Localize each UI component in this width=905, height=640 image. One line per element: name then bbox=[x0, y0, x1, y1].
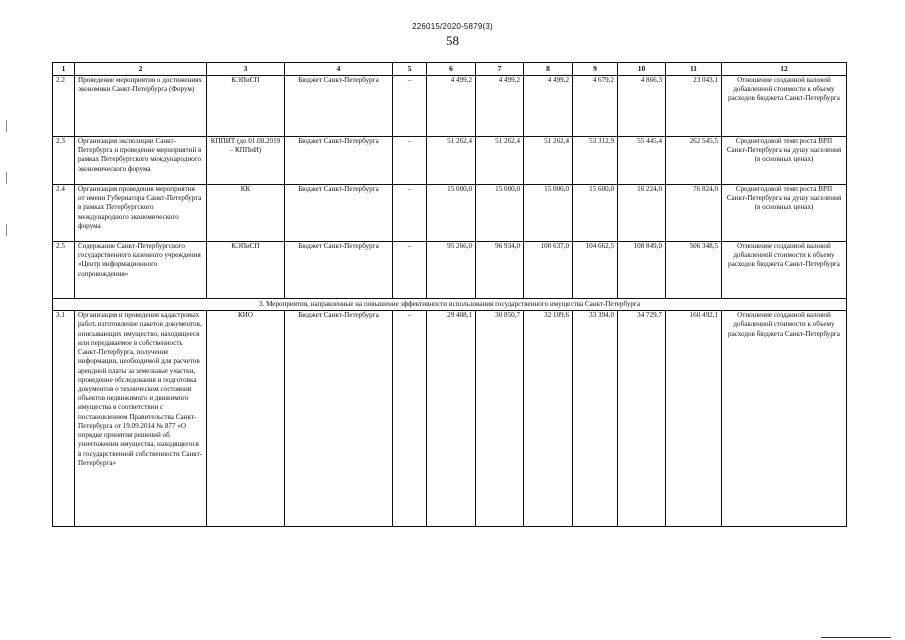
activity-name: Проведение мероприятия о достижениях экономики Санкт-Петербурга (Форум) bbox=[75, 76, 207, 137]
column-5-value: – bbox=[393, 137, 427, 185]
executor: КЭПиСП bbox=[207, 76, 285, 137]
amount-col-7: 96 934,0 bbox=[476, 242, 524, 299]
column-header: 8 bbox=[524, 63, 573, 76]
column-number-header-row bbox=[53, 63, 847, 76]
amount-col-8: 100 637,0 bbox=[524, 242, 573, 299]
funding-source: Бюджет Санкт-Петербурга bbox=[285, 76, 393, 137]
activity-name: Организация и проведение кадастровых работ, изготовление пакетов документов, описывающих имущество, находящееся или передаваемое в собственность Санкт-Петербурга, получение информации, необходимой для расчетов арендной платы за земельные участки, проведение обследования и подготовка документов о техническом состоянии объектов недвижимого и движимого имущества в соответствии с постановлением Правительства Санкт-Петербурга от 19.09.2014 № 877 «О порядке принятия решений об уничтожении имущества, находящегося в государственной собственности Санкт-Петербурга» bbox=[75, 311, 207, 527]
amount-col-6: 4 499,2 bbox=[427, 76, 476, 137]
column-header: 11 bbox=[666, 63, 722, 76]
scan-edge-mark bbox=[821, 637, 891, 638]
amount-col-8: 15 000,0 bbox=[524, 185, 573, 242]
amount-total: 262 545,5 bbox=[666, 137, 722, 185]
row-number: 3.1 bbox=[53, 311, 75, 527]
amount-col-7: 15 000,0 bbox=[476, 185, 524, 242]
amount-col-9: 15 600,0 bbox=[573, 185, 618, 242]
indicator: Среднегодовой темп роста ВРП Санкт-Петербурга на душу населения (в основных ценах) bbox=[722, 185, 847, 242]
table-row bbox=[53, 311, 847, 527]
amount-col-10: 108 849,0 bbox=[618, 242, 666, 299]
column-header: 12 bbox=[722, 63, 847, 76]
column-5-value: – bbox=[393, 311, 427, 527]
column-header: 7 bbox=[476, 63, 524, 76]
section-header-row bbox=[53, 299, 847, 311]
column-header: 6 bbox=[427, 63, 476, 76]
funding-source: Бюджет Санкт-Петербурга bbox=[285, 185, 393, 242]
page-number: 58 bbox=[446, 33, 459, 48]
table-row bbox=[53, 137, 847, 185]
amount-col-8: 4 499,2 bbox=[524, 76, 573, 137]
row-number: 2.5 bbox=[53, 242, 75, 299]
amount-col-9: 104 662,5 bbox=[573, 242, 618, 299]
row-number: 2.4 bbox=[53, 185, 75, 242]
amount-col-6: 51 262,4 bbox=[427, 137, 476, 185]
executor: КК bbox=[207, 185, 285, 242]
amount-col-6: 15 000,0 bbox=[427, 185, 476, 242]
amount-col-9: 53 312,9 bbox=[573, 137, 618, 185]
table-row bbox=[53, 185, 847, 242]
left-margin-marks bbox=[6, 120, 8, 340]
amount-col-8: 32 109,6 bbox=[524, 311, 573, 527]
indicator: Отношение созданной валовой добавленной стоимости к объему расходов бюджета Санкт-Петербурга bbox=[722, 311, 847, 527]
amount-total: 23 043,1 bbox=[666, 76, 722, 137]
section-title: 3. Мероприятия, направленные на повышение эффективности использования государственного имущества Санкт-Петербурга bbox=[53, 299, 847, 311]
amount-total: 506 348,5 bbox=[666, 242, 722, 299]
activity-name: Организация экспозиции Санкт-Петербурга и проведение мероприятий в рамках Петербургского международного экономического форума bbox=[75, 137, 207, 185]
row-number: 2.3 bbox=[53, 137, 75, 185]
activity-name: Организация проведения мероприятия от имени Губернатора Санкт-Петербурга в рамках Петербургского международного экономического форума bbox=[75, 185, 207, 242]
column-header: 3 bbox=[207, 63, 285, 76]
indicator: Отношение созданной валовой добавленной стоимости к объему расходов бюджета Санкт-Петербурга bbox=[722, 76, 847, 137]
column-header: 5 bbox=[393, 63, 427, 76]
amount-total: 160 492,1 bbox=[666, 311, 722, 527]
program-activities-table bbox=[52, 62, 847, 527]
amount-col-6: 95 266,0 bbox=[427, 242, 476, 299]
executor: КЭПиСП bbox=[207, 242, 285, 299]
column-5-value: – bbox=[393, 185, 427, 242]
funding-source: Бюджет Санкт-Петербурга bbox=[285, 242, 393, 299]
column-header: 10 bbox=[618, 63, 666, 76]
table-row bbox=[53, 76, 847, 137]
document-registration-number: 226015/2020-5879(3) bbox=[412, 22, 493, 31]
column-header: 2 bbox=[75, 63, 207, 76]
column-5-value: – bbox=[393, 76, 427, 137]
amount-col-10: 34 729,7 bbox=[618, 311, 666, 527]
amount-col-6: 29 408,1 bbox=[427, 311, 476, 527]
amount-col-10: 16 224,0 bbox=[618, 185, 666, 242]
indicator: Среднегодовой темп роста ВРП Санкт-Петербурга на душу населения (в основных ценах) bbox=[722, 137, 847, 185]
funding-source: Бюджет Санкт-Петербурга bbox=[285, 311, 393, 527]
amount-col-7: 30 850,7 bbox=[476, 311, 524, 527]
amount-col-9: 4 679,2 bbox=[573, 76, 618, 137]
executor: КИО bbox=[207, 311, 285, 527]
amount-col-7: 4 499,2 bbox=[476, 76, 524, 137]
amount-col-7: 51 262,4 bbox=[476, 137, 524, 185]
amount-col-9: 33 394,0 bbox=[573, 311, 618, 527]
funding-source: Бюджет Санкт-Петербурга bbox=[285, 137, 393, 185]
table-row bbox=[53, 242, 847, 299]
column-header: 4 bbox=[285, 63, 393, 76]
indicator: Отношение созданной валовой добавленной стоимости к объему расходов бюджета Санкт-Петербурга bbox=[722, 242, 847, 299]
amount-total: 76 824,0 bbox=[666, 185, 722, 242]
column-header: 9 bbox=[573, 63, 618, 76]
executor: КППИТ (до 01.08.2019 – КППиИ) bbox=[207, 137, 285, 185]
column-header: 1 bbox=[53, 63, 75, 76]
column-5-value: – bbox=[393, 242, 427, 299]
activity-name: Содержание Санкт-Петербургского государственного казенного учреждения «Центр информационного сопровождения» bbox=[75, 242, 207, 299]
row-number: 2.2 bbox=[53, 76, 75, 137]
amount-col-10: 4 866,3 bbox=[618, 76, 666, 137]
amount-col-8: 51 262,4 bbox=[524, 137, 573, 185]
amount-col-10: 55 445,4 bbox=[618, 137, 666, 185]
